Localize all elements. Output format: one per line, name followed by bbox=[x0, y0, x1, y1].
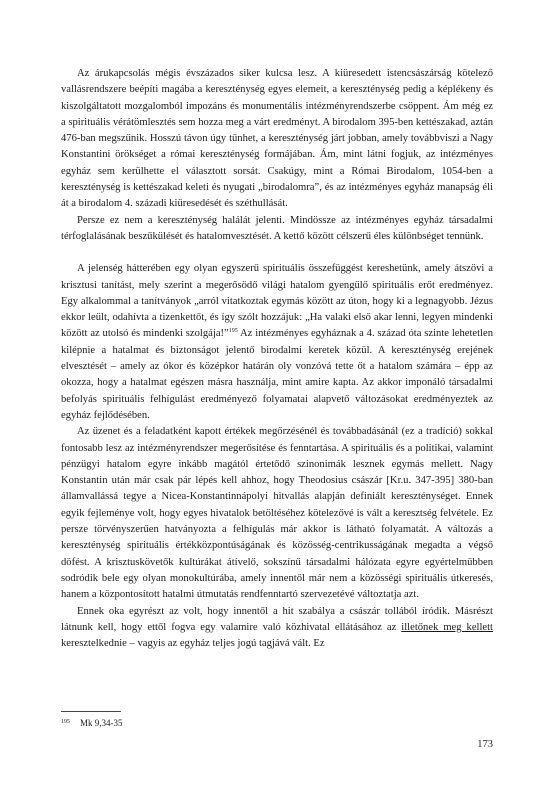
underlined-text: illetőnek meg kellett bbox=[401, 621, 493, 633]
footnote-number: 195 bbox=[61, 719, 70, 725]
page-number: 173 bbox=[477, 739, 493, 750]
paragraph-3-start: A jelenség hátterében egy olyan egyszerű spirituális összefüggést kereshetünk, amely átszövi a krisztusi tanítást, mely szerint a megerősödő világi hatalom gyengülő spirituális erőt eredményez. Egy alkalommal a tanítványok „arról vitatkoztak egymás között az úton, hogy ki a legnagyobb. Jézus ekkor leült, odahívta a tizenkettőt, és így szólt hozzájuk: „Ha valaki első akar lenni, legyen mindenki között az utolsó és mindenki szolgája!” bbox=[61, 263, 493, 340]
footnote-text: Mk 9,34-35 bbox=[80, 718, 123, 728]
body-text bbox=[61, 66, 493, 652]
paragraph-3-end: Az intézményes egyháznak a 4. század óta szinte lehetetlen kilépnie a hatalmat és biztonságot jelentő birodalmi keretek közül. A kereszténység erejének elvesztését – amely az ókor és középkor határán oly vonzóvá tette őt a hatalom számára – épp az okozza, hogy a hatalmat egészen másra használja, mint amire kapta. Az akkor imponáló társadalmi befolyás spirituális felhígulást eredményező folyamatai alapvető változásokat eredményeztek az egyház fejlődésében. bbox=[61, 328, 493, 421]
paragraph-5-end: keresztelkednie – vagyis az egyház teljes jogú tagjává vált. Ez bbox=[61, 638, 325, 650]
footnote-reference[interactable]: 195 bbox=[228, 328, 238, 335]
footnote bbox=[61, 716, 123, 729]
paragraph-3 bbox=[61, 261, 493, 424]
paragraph-4: Az üzenet és a feladatként kapott értékek megőrzésénél és továbbadásánál (ez a tradíció) sokkal fontosabb lesz az intézményrendszer megerősítése és fenntartása. A spirituális és a politikai, valamint pénzügyi hatalom egyre inkább magától értetődő szinonimák lesznek egymás mellett. Nagy Konstantin után már csak pár lépés kell ahhoz, hogy Theodosius császár [Kr.u. 347-395] 380-ban államvallássá tegye a Nicea-Konstantinnápolyi hitvallás alapján definiált kereszténységet. Ennek egyik fejleménye volt, hogy egyes hivatalok betöltéséhez kötelezővé is vált a keresztség felvétele. Ez persze törvényszerűen hatványozta a felhígulás már akkor is látható folyamatát. A változás a kereszténység spirituális értékközpontúságának és közösség-centrikusságának megadta a végső döfést. A krisztuskövetők kultúrákat átívelő, sokszínű társadalmi hálózata egyre egyértelműbben sodródik bele egy olyan monokultúrába, amely innentől már nem a közösségi spirituális útkeresés, hanem a központosított hatalmi útmutatás rendfenntartó szervezetévé változtatja azt. bbox=[61, 426, 493, 601]
paragraph-1: Az árukapcsolás mégis évszázados siker kulcsa lesz. A kiüresedett istencsászárság kötelező vallásrendszere beépíti magába a kereszténység egyes elemeit, a kereszténység pedig a képlékeny és kiszolgáltatott mozgalomból impozáns és monumentális intézményrendszerbe csöppent. Ám még ez a spirituális vérátömlesztés sem hozza meg a várt eredményt. A birodalom 395-ben kettészakad, aztán 476-ban megszűnik. Hosszú távon úgy tűnhet, a kereszténység járt jobban, amely továbbviszi a Nagy Konstantini örökséget a római kereszténység formájában. Ám, mint látni fogjuk, az intézményes egyház sem kerülhette el választott sorsát. Csakúgy, mint a Római Birodalom, 1054-ben a kereszténység is kettészakad keleti és nyugati „birodalomra”, és az intézményes egyház manapság éli át a birodalom 4. századi kiüresedését és széthullását. bbox=[61, 68, 493, 210]
paragraph-2: Persze ez nem a kereszténység halálát jelenti. Mindössze az intézményes egyház társadalmi térfoglalásának beszűkülését és hatalomvesztését. A kettő között célszerű éles különbséget tennünk. bbox=[61, 214, 493, 242]
paragraph-5 bbox=[61, 604, 493, 653]
paragraph-5-start: Ennek oka egyrészt az volt, hogy innentől a hit szabálya a császár tollából íródik. Másrészt látnunk kell, hogy ettől fogva egy valamire való közhivatal ellátásához az bbox=[61, 605, 493, 633]
footnote-separator bbox=[61, 711, 121, 712]
